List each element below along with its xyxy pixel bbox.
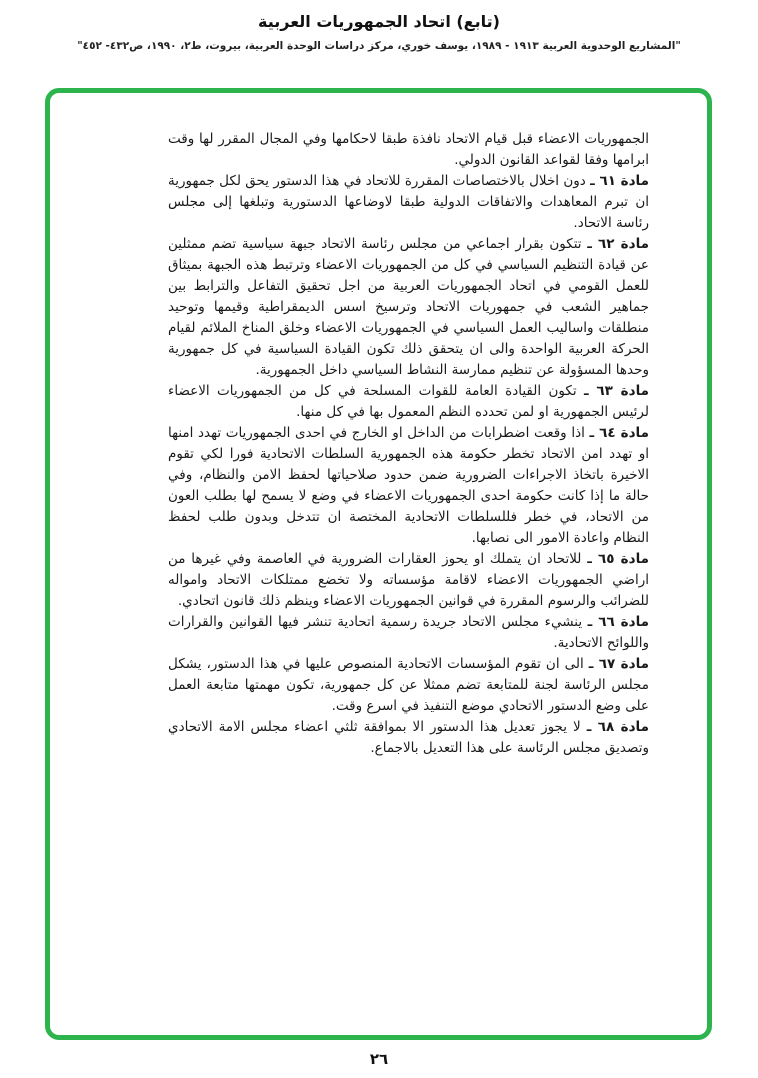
body-text bbox=[50, 93, 707, 1035]
article-label: مادة ٦٨ ـ bbox=[586, 719, 649, 735]
article-label: مادة ٦١ ـ bbox=[590, 173, 649, 189]
paragraph-continuation bbox=[168, 129, 649, 171]
citation-line: "المشاريع الوحدوية العربية ١٩١٣ - ١٩٨٩، يوسف خوري، مركز دراسات الوحدة العربية، بيروت، ط٢، ١٩٩٠، ص٤٣٢- ٤٥٢" bbox=[77, 40, 681, 52]
paragraph-article-63 bbox=[168, 381, 649, 423]
paragraph-text: ينشيء مجلس الاتحاد جريدة رسمية اتحادية تنشر فيها القوانين والقرارات واللوائح الاتحادية. bbox=[168, 614, 649, 651]
article-label: مادة ٦٢ ـ bbox=[587, 236, 649, 252]
page-title: (تابع) اتحاد الجمهوريات العربية bbox=[258, 12, 500, 31]
paragraph-article-66 bbox=[168, 612, 649, 654]
paragraph-text: الى ان تقوم المؤسسات الاتحادية المنصوص عليها في هذا الدستور، يشكل مجلس الرئاسة لجنة للمتابعة تضم ممثلا عن كل جمهورية، تكون مهمتها متابعة العمل على وضع الدستور الاتحادي موضع التنفيذ في اسرع وقت. bbox=[168, 656, 649, 714]
paragraph-text: دون اخلال بالاختصاصات المقررة للاتحاد في هذا الدستور يحق لكل جمهورية ان تبرم المعاهدات والاتفاقات الدولية طبقا لاوضاعها الدستورية وتبلغها إلى مجلس رئاسة الاتحاد. bbox=[168, 173, 649, 231]
paragraph-article-65 bbox=[168, 549, 649, 612]
paragraph-text: الجمهوريات الاعضاء قبل قيام الاتحاد نافذة طبقا لاحكامها وفي المجال المقرر لها وقت ابرامها وفقا لقواعد القانون الدولي. bbox=[168, 131, 649, 168]
paragraph-article-68 bbox=[168, 717, 649, 759]
article-label: مادة ٦٥ ـ bbox=[587, 551, 650, 567]
paragraph-text: تتكون بقرار اجماعي من مجلس رئاسة الاتحاد جبهة سياسية تضم ممثلين عن قيادة التنظيم السياسي في كل من الجمهوريات الاعضاء وترتبط هذه الجبهة بميثاق للعمل القومي في اتحاد الجمهوريات العربية من اجل تحقيق التفاعل والترابط بين جماهير الشعب في جمهوريات الاتحاد وترسيخ اسس الديمقراطية وقيمها وتوحيد منطلقات واساليب العمل السياسي في الجمهوريات الاعضاء وخلق المناخ الملائم لقيام الحركة العربية الواحدة والى ان يتحقق ذلك تكون القيادة السياسية في كل جمهورية وحدها المسؤولة عن تنظيم ممارسة النشاط السياسي داخل الجمهورية. bbox=[168, 236, 649, 378]
content-border-box bbox=[45, 88, 712, 1040]
paragraph-article-64 bbox=[168, 423, 649, 549]
article-label: مادة ٦٦ ـ bbox=[587, 614, 649, 630]
paragraph-text: لا يجوز تعديل هذا الدستور الا بموافقة ثلثي اعضاء مجلس الامة الاتحادي وتصديق مجلس الرئاسة على هذا التعديل بالاجماع. bbox=[168, 719, 649, 756]
paragraph-text: للاتحاد ان يتملك او يحوز العقارات الضرورية في العاصمة وفي غيرها من اراضي الجمهوريات الاعضاء لاقامة مؤسساته ولا تخضع ممتلكات الاتحاد وامواله للضرائب والرسوم المقررة في قوانين الجمهوريات الاعضاء وينظم ذلك قانون اتحادي. bbox=[168, 551, 649, 609]
article-label: مادة ٦٤ ـ bbox=[589, 425, 649, 441]
paragraph-article-61 bbox=[168, 171, 649, 234]
paragraph-article-62 bbox=[168, 234, 649, 381]
article-label: مادة ٦٣ ـ bbox=[584, 383, 650, 399]
document-header bbox=[0, 0, 758, 52]
article-label: مادة ٦٧ ـ bbox=[588, 656, 649, 672]
paragraph-text: تكون القيادة العامة للقوات المسلحة في كل من الجمهوريات الاعضاء لرئيس الجمهورية او لمن تحدده النظم المعمول بها في كل منها. bbox=[168, 383, 649, 420]
paragraph-article-67 bbox=[168, 654, 649, 717]
paragraph-text: اذا وقعت اضطرابات من الداخل او الخارج في احدى الجمهوريات تهدد امنها او تهدد امن الاتحاد تخطر حكومة هذه الجمهورية السلطات الاتحادية فورا لكي تقوم الاخيرة باتخاذ الاجراءات الضرورية ضمن حدود صلاحياتها لحفظ الامن والنظام، وفي حالة ما إذا كانت حكومة احدى الجمهوريات الاعضاء في وضع لا يسمح لها بطلب العون من الاتحاد، في خطر فللسلطات الاتحادية المختصة ان تتدخل وبدون طلب لحفظ النظام واعادة الامور الى نصابها. bbox=[168, 425, 649, 546]
page-number: ٢٦ bbox=[369, 1050, 389, 1068]
